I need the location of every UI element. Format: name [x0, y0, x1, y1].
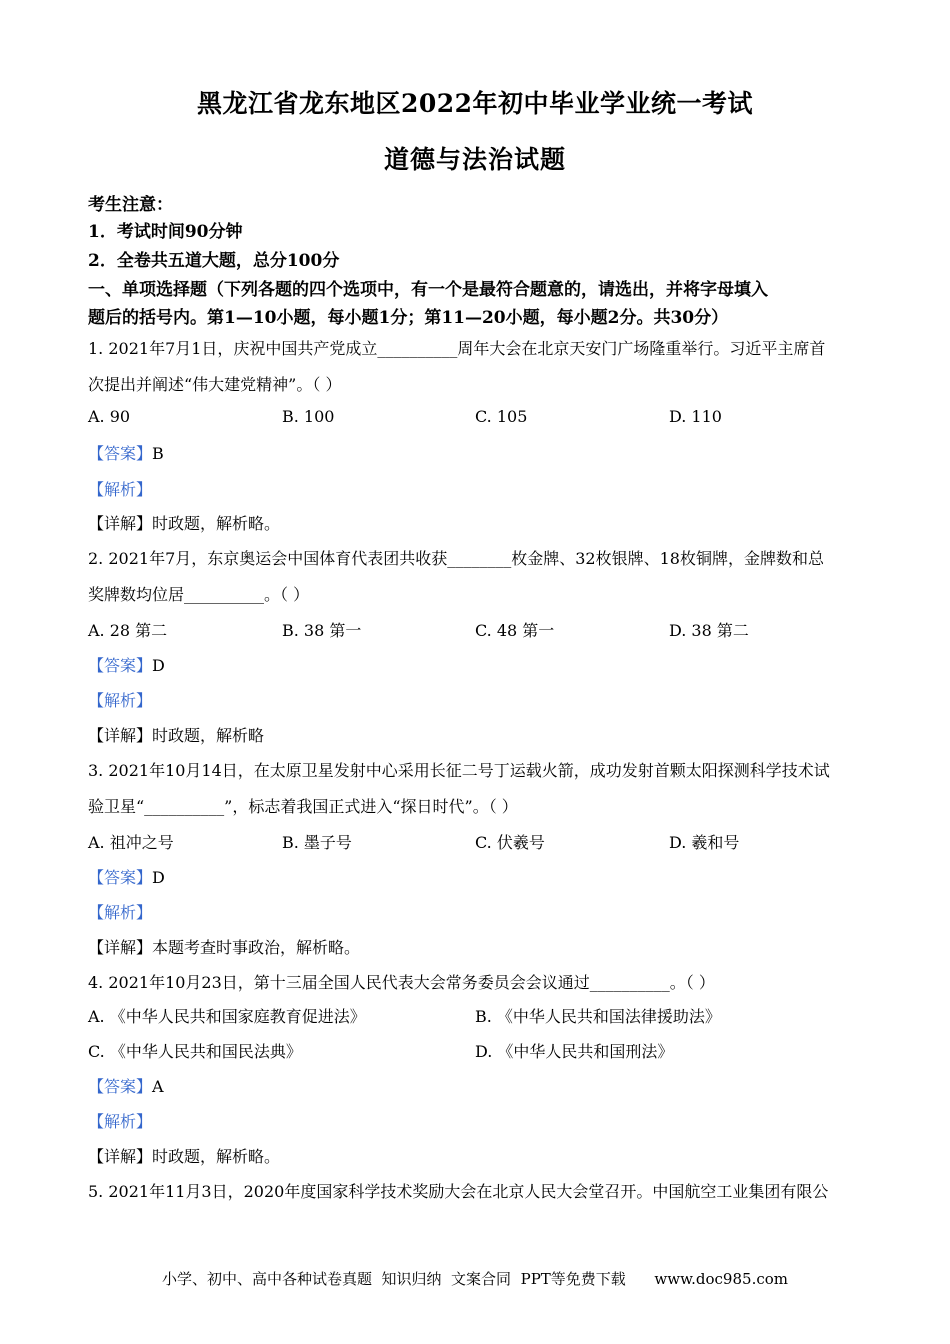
section-heading: 一、单项选择题（下列各题的四个选项中，有一个是最符合题意的，请选出，并将字母填入	[88, 280, 768, 300]
question-2-option-d: D. 38 第二	[669, 621, 749, 640]
question-4-detail: 【详解】时政题，解析略。	[88, 1147, 281, 1166]
answer-label: 【答案】	[88, 1077, 153, 1096]
answer-value: B	[152, 444, 164, 463]
question-2-answer	[88, 653, 165, 676]
notice-heading: 考生注意：	[88, 195, 173, 215]
question-1-option-b: B. 100	[282, 407, 335, 426]
page-footer: 小学、初中、高中各种试卷真题 知识归纳 文案合同 PPT等免费下载 www.doc985.com	[161, 1270, 788, 1288]
question-3-option-b: B. 墨子号	[282, 833, 352, 852]
question-2-option-b: B. 38 第一	[282, 621, 362, 640]
question-4-option-d: D. 《中华人民共和国刑法》	[475, 1042, 674, 1061]
question-1-stem-cont: 次提出并阐述“伟大建党精神”。（ ）	[88, 375, 342, 394]
exam-subtitle: 道德与法治试题	[383, 145, 566, 174]
question-2-stem-cont: 奖牌数均位居__________。（ ）	[88, 585, 310, 604]
question-1-stem: 1. 2021年7月1日，庆祝中国共产党成立__________周年大会在北京天安门广场隆重举行。习近平主席首	[88, 339, 826, 358]
notice-item: 1．考试时间90分钟	[88, 222, 243, 242]
question-4-stem: 4. 2021年10月23日，第十三届全国人民代表大会常务委员会会议通过__________。（ ）	[88, 973, 715, 992]
question-4-option-a: A. 《中华人民共和国家庭教育促进法》	[88, 1007, 366, 1026]
answer-label: 【答案】	[88, 868, 153, 887]
question-1-answer	[88, 441, 164, 464]
question-3-answer	[88, 865, 165, 888]
exam-title: 黑龙江省龙东地区2022年初中毕业学业统一考试	[196, 89, 754, 118]
notice-item: 2．全卷共五道大题，总分100分	[88, 251, 340, 271]
question-1-analysis-label: 【解析】	[88, 480, 153, 499]
question-2-detail: 【详解】时政题，解析略	[88, 726, 265, 745]
answer-value: A	[152, 1077, 164, 1096]
answer-value: D	[152, 868, 165, 887]
question-4-option-b: B. 《中华人民共和国法律援助法》	[475, 1007, 721, 1026]
question-3-option-c: C. 伏羲号	[475, 833, 545, 852]
question-1-option-d: D. 110	[669, 407, 722, 426]
question-1-option-a: A. 90	[88, 407, 131, 426]
question-3-stem: 3. 2021年10月14日，在太原卫星发射中心采用长征二号丁运载火箭，成功发射首颗太阳探测科学技术试	[88, 761, 830, 780]
question-4-analysis-label: 【解析】	[88, 1112, 153, 1131]
question-4-option-c: C. 《中华人民共和国民法典》	[88, 1042, 302, 1061]
answer-label: 【答案】	[88, 444, 153, 463]
question-2-option-a: A. 28 第二	[88, 621, 168, 640]
section-heading-cont: 题后的括号内。第1—10小题，每小题1分；第11—20小题，每小题2分。共30分）	[88, 308, 729, 328]
question-5-stem: 5. 2021年11月3日，2020年度国家科学技术奖励大会在北京人民大会堂召开。中国航空工业集团有限公	[88, 1182, 829, 1201]
question-2-analysis-label: 【解析】	[88, 691, 153, 710]
answer-label: 【答案】	[88, 656, 153, 675]
question-3-analysis-label: 【解析】	[88, 903, 153, 922]
question-3-detail: 【详解】本题考查时事政治，解析略。	[88, 938, 361, 957]
question-2-option-c: C. 48 第一	[475, 621, 555, 640]
question-3-option-a: A. 祖冲之号	[88, 833, 174, 852]
answer-value: D	[152, 656, 165, 675]
question-3-option-d: D. 羲和号	[669, 833, 740, 852]
question-4-answer	[88, 1074, 164, 1097]
question-1-option-c: C. 105	[475, 407, 528, 426]
question-3-stem-cont: 验卫星“__________”，标志着我国正式进入“探日时代”。（ ）	[88, 797, 518, 816]
question-2-stem: 2. 2021年7月，东京奥运会中国体育代表团共收获________枚金牌、32枚银牌、18枚铜牌，金牌数和总	[88, 549, 824, 568]
question-1-detail: 【详解】时政题，解析略。	[88, 514, 281, 533]
